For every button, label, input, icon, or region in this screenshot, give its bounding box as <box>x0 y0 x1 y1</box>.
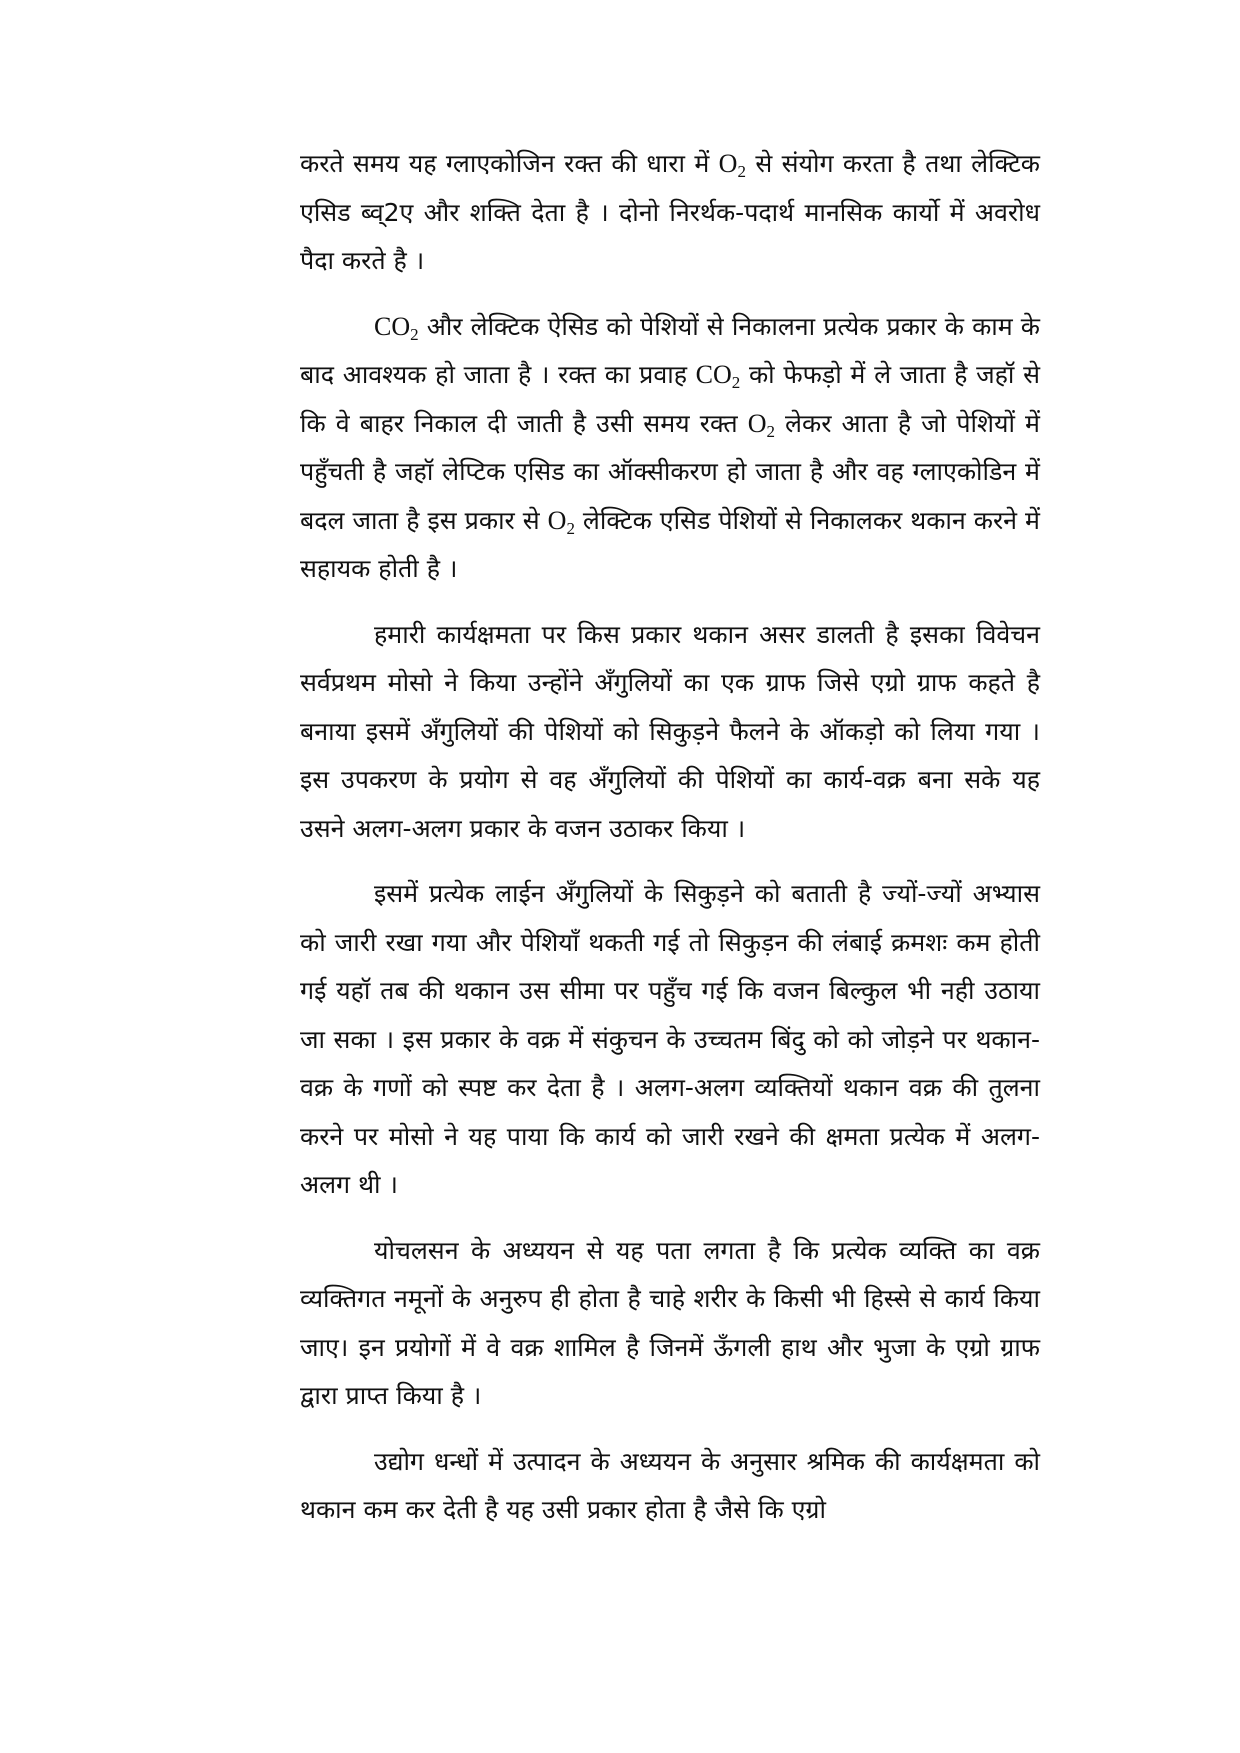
text-segment: योचलसन के अध्ययन से यह पता लगता है कि प्रत्येक व्यक्ति का वक्र व्यक्तिगत नमूनों के अनुरुप ही होता है चाहे शरीर के किसी भी हिस्से से कार्य किया जाए। इन प्रयोगों में वे वक्र शामिल है जिनमें ऊँगली हाथ और भुजा के एग्रो ग्राफ द्वारा प्राप्त किया है । <box>300 1235 1040 1410</box>
document-page <box>300 140 1040 1552</box>
text-segment: इसमें प्रत्येक लाईन अँगुलियों के सिकुड़ने को बताती है ज्यों-ज्यों अभ्यास को जारी रखा गया और पेशियॉं थकती गई तो सिकुड़न की लंबाई क्रमशः कम होती गई यहॉ तब की थकान उस सीमा पर पहुँच गई कि वजन बिल्कुल भी नही उठाया जा सका । इस प्रकार के वक्र में संकुचन के उच्चतम बिंदु को को जोड़ने पर थकान-वक्र के गणों को स्पष्ट कर देता है । अलग-अलग व्यक्तियों थकान वक्र की तुलना करने पर मोसो ने यह पाया कि कार्य को जारी रखने की क्षमता प्रत्येक में अलग-अलग थी । <box>300 879 1041 1199</box>
chemical-formula <box>718 149 746 181</box>
text-segment: लेकर आता है जो पेशियों में पहुँचती है जहॉ लेप्टिक एसिड का ऑक्सीकरण हो जाता है और वह ग्लाएकोडिन में बदल जाता है इस प्रकार से <box>300 408 1040 535</box>
formula-base: O <box>718 149 738 178</box>
paragraph-1 <box>300 140 1040 286</box>
paragraph-2 <box>300 303 1040 594</box>
paragraph-4 <box>300 870 1040 1210</box>
paragraph-6 <box>300 1438 1040 1535</box>
formula-base: O <box>547 505 567 535</box>
formula-base: CO <box>374 311 411 341</box>
text-segment: को फेफड़ो में ले जाता है जहॉ से कि वे बाहर निकाल दी जाती है उसी समय रक्त <box>300 360 1040 438</box>
text-segment: करते समय यह ग्लाएकोजिन रक्त की धारा में <box>300 149 719 178</box>
formula-subscript: 2 <box>410 324 419 344</box>
formula-subscript: 2 <box>766 421 775 441</box>
chemical-formula <box>374 311 419 344</box>
text-segment: लेक्टिक एसिड पेशियों से निकालकर थकान करने में सहायक होती है । <box>300 505 1040 583</box>
text-segment: से संयोग करता है तथा लेक्टिक एसिड ब्व्2ए और शक्ति देता है । दोनो निरर्थक-पदार्थ मानसिक कार्यो में अवरोध पैदा करते है । <box>300 149 1040 275</box>
text-segment: उद्योग धन्धों में उत्पादन के अध्ययन के अनुसार श्रमिक की कार्यक्षमता को थकान कम कर देती है यह उसी प्रकार होता है जैसे कि एग्रो <box>300 1446 1040 1524</box>
text-segment: और लेक्टिक ऐसिड को पेशियों से निकालना प्रत्येक प्रकार के काम के बाद आवश्यक हो जाता है । रक्त का प्रवाह <box>300 311 1040 389</box>
formula-subscript: 2 <box>737 162 746 181</box>
chemical-formula <box>695 360 741 392</box>
formula-subscript: 2 <box>731 373 741 392</box>
formula-subscript: 2 <box>566 518 575 538</box>
text-segment: हमारी कार्यक्षमता पर किस प्रकार थकान असर डालती है इसका विवेचन सर्वप्रथम मोसो ने किया उन्होंने अँगुलियों का एक ग्राफ जिसे एग्रो ग्राफ कहते है बनाया इसमें अँगुलियों की पेशियों को सिकुड़ने फैलने के ऑकड़ो को लिया गया । इस उपकरण के प्रयोग से वह अँगुलियों की पेशियों का कार्य-वक्र बना सके यह उसने अलग-अलग प्रकार के वजन उठाकर किया । <box>300 619 1040 843</box>
chemical-formula <box>547 505 575 538</box>
paragraph-3 <box>300 611 1040 854</box>
formula-base: O <box>747 408 767 438</box>
paragraph-5 <box>300 1227 1040 1421</box>
formula-base: CO <box>695 360 732 389</box>
chemical-formula <box>747 408 775 441</box>
